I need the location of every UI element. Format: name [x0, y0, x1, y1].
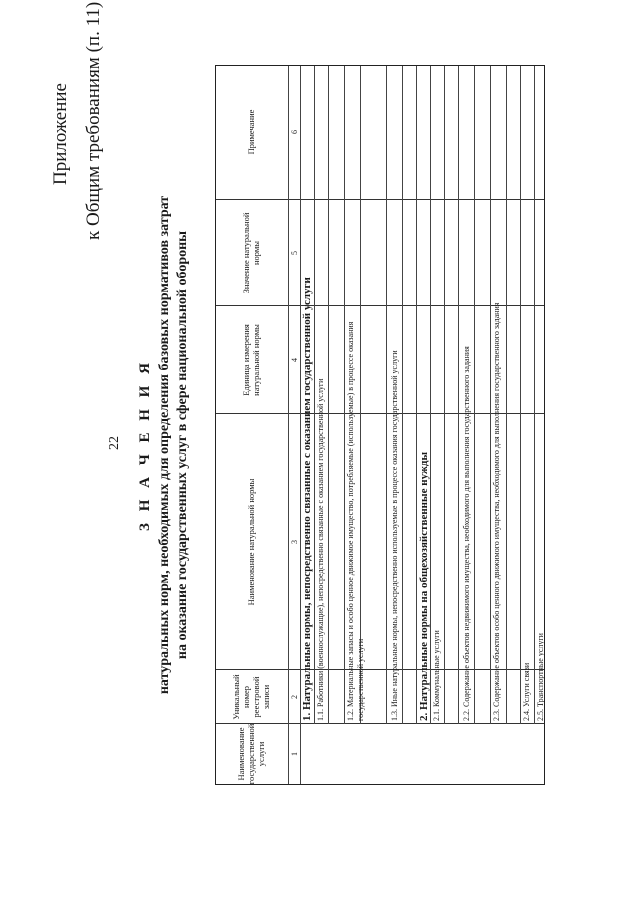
row-divider: [474, 66, 475, 724]
row-divider: [444, 66, 445, 724]
header-value: Значение натуральной нормы: [241, 212, 261, 294]
item-1-2-line-2: государственной услуги: [356, 638, 365, 721]
item-1-2-line-1: 1.2. Материальные запасы и особо ценное движимое имущество, потребляемые (используемые) в процессе оказания: [346, 321, 355, 721]
page-number: 22: [107, 436, 122, 450]
row-divider: [402, 66, 403, 724]
document-subheading-line-2: на оказание государственных услуг в сфере национальной обороны: [175, 230, 190, 660]
appendix-subtitle: к Общим требованиям (п. 11): [83, 1, 104, 240]
item-2-1: 2.1. Коммунальные услуги: [432, 630, 441, 721]
header-service-name: Наименование государственной услуги: [236, 723, 266, 785]
row-divider: [520, 66, 521, 724]
appendix-title: Приложение: [50, 83, 71, 185]
section-2-title: 2. Натуральные нормы на общехозяйственные нужды: [418, 451, 430, 721]
row-divider: [288, 66, 289, 784]
row-divider: [506, 66, 507, 724]
column-number: 4: [290, 358, 299, 362]
header-note: Примечание: [246, 109, 256, 155]
row-divider: [490, 66, 491, 724]
row-divider: [360, 66, 361, 724]
header-unit: Единица измерения натуральной нормы: [241, 324, 261, 396]
column-number: 6: [290, 130, 299, 134]
row-divider: [430, 66, 431, 724]
item-1-1: 1.1. Работники (военнослужащие), непосредственно связанные с оказанием государственной услуги: [316, 378, 325, 721]
row-divider: [534, 66, 535, 724]
item-1-3: 1.3. Иные натуральные нормы, непосредственно используемые в процессе оказания государственной услуги: [390, 350, 399, 721]
section-1-title: 1. Натуральные нормы, непосредственно связанные с оказанием государственной услуги: [301, 277, 313, 721]
row-divider: [314, 66, 315, 724]
row-divider: [344, 66, 345, 724]
column-number: 5: [290, 251, 299, 255]
row-divider: [386, 66, 387, 724]
row-divider: [328, 66, 329, 724]
column-number: 3: [290, 540, 299, 544]
item-2-5: 2.5. Транспортные услуги: [536, 633, 545, 721]
header-registry-number: Уникальный номер реестровой записи: [231, 674, 271, 720]
column-number: 2: [290, 695, 299, 699]
row-divider: [416, 66, 417, 724]
document-heading: З Н А Ч Е Н И Я: [137, 359, 153, 531]
norms-table: [215, 65, 545, 785]
row-divider: [458, 66, 459, 724]
column-number: 1: [290, 752, 299, 756]
document-sheet: [15, 1, 575, 865]
item-2-3: 2.3. Содержание объектов особо ценного движимого имущества, необходимого для выполнения государственного задания: [492, 302, 501, 721]
item-2-4: 2.4. Услуги связи: [522, 662, 531, 721]
header-norm-name: Наименование натуральной нормы: [246, 478, 256, 606]
document-subheading-line-1: натуральных норм, необходимых для определения базовых нормативов затрат: [157, 195, 172, 695]
item-2-2: 2.2. Содержание объектов недвижимого имущества, необходимого для выполнения государственного задания: [462, 346, 471, 721]
